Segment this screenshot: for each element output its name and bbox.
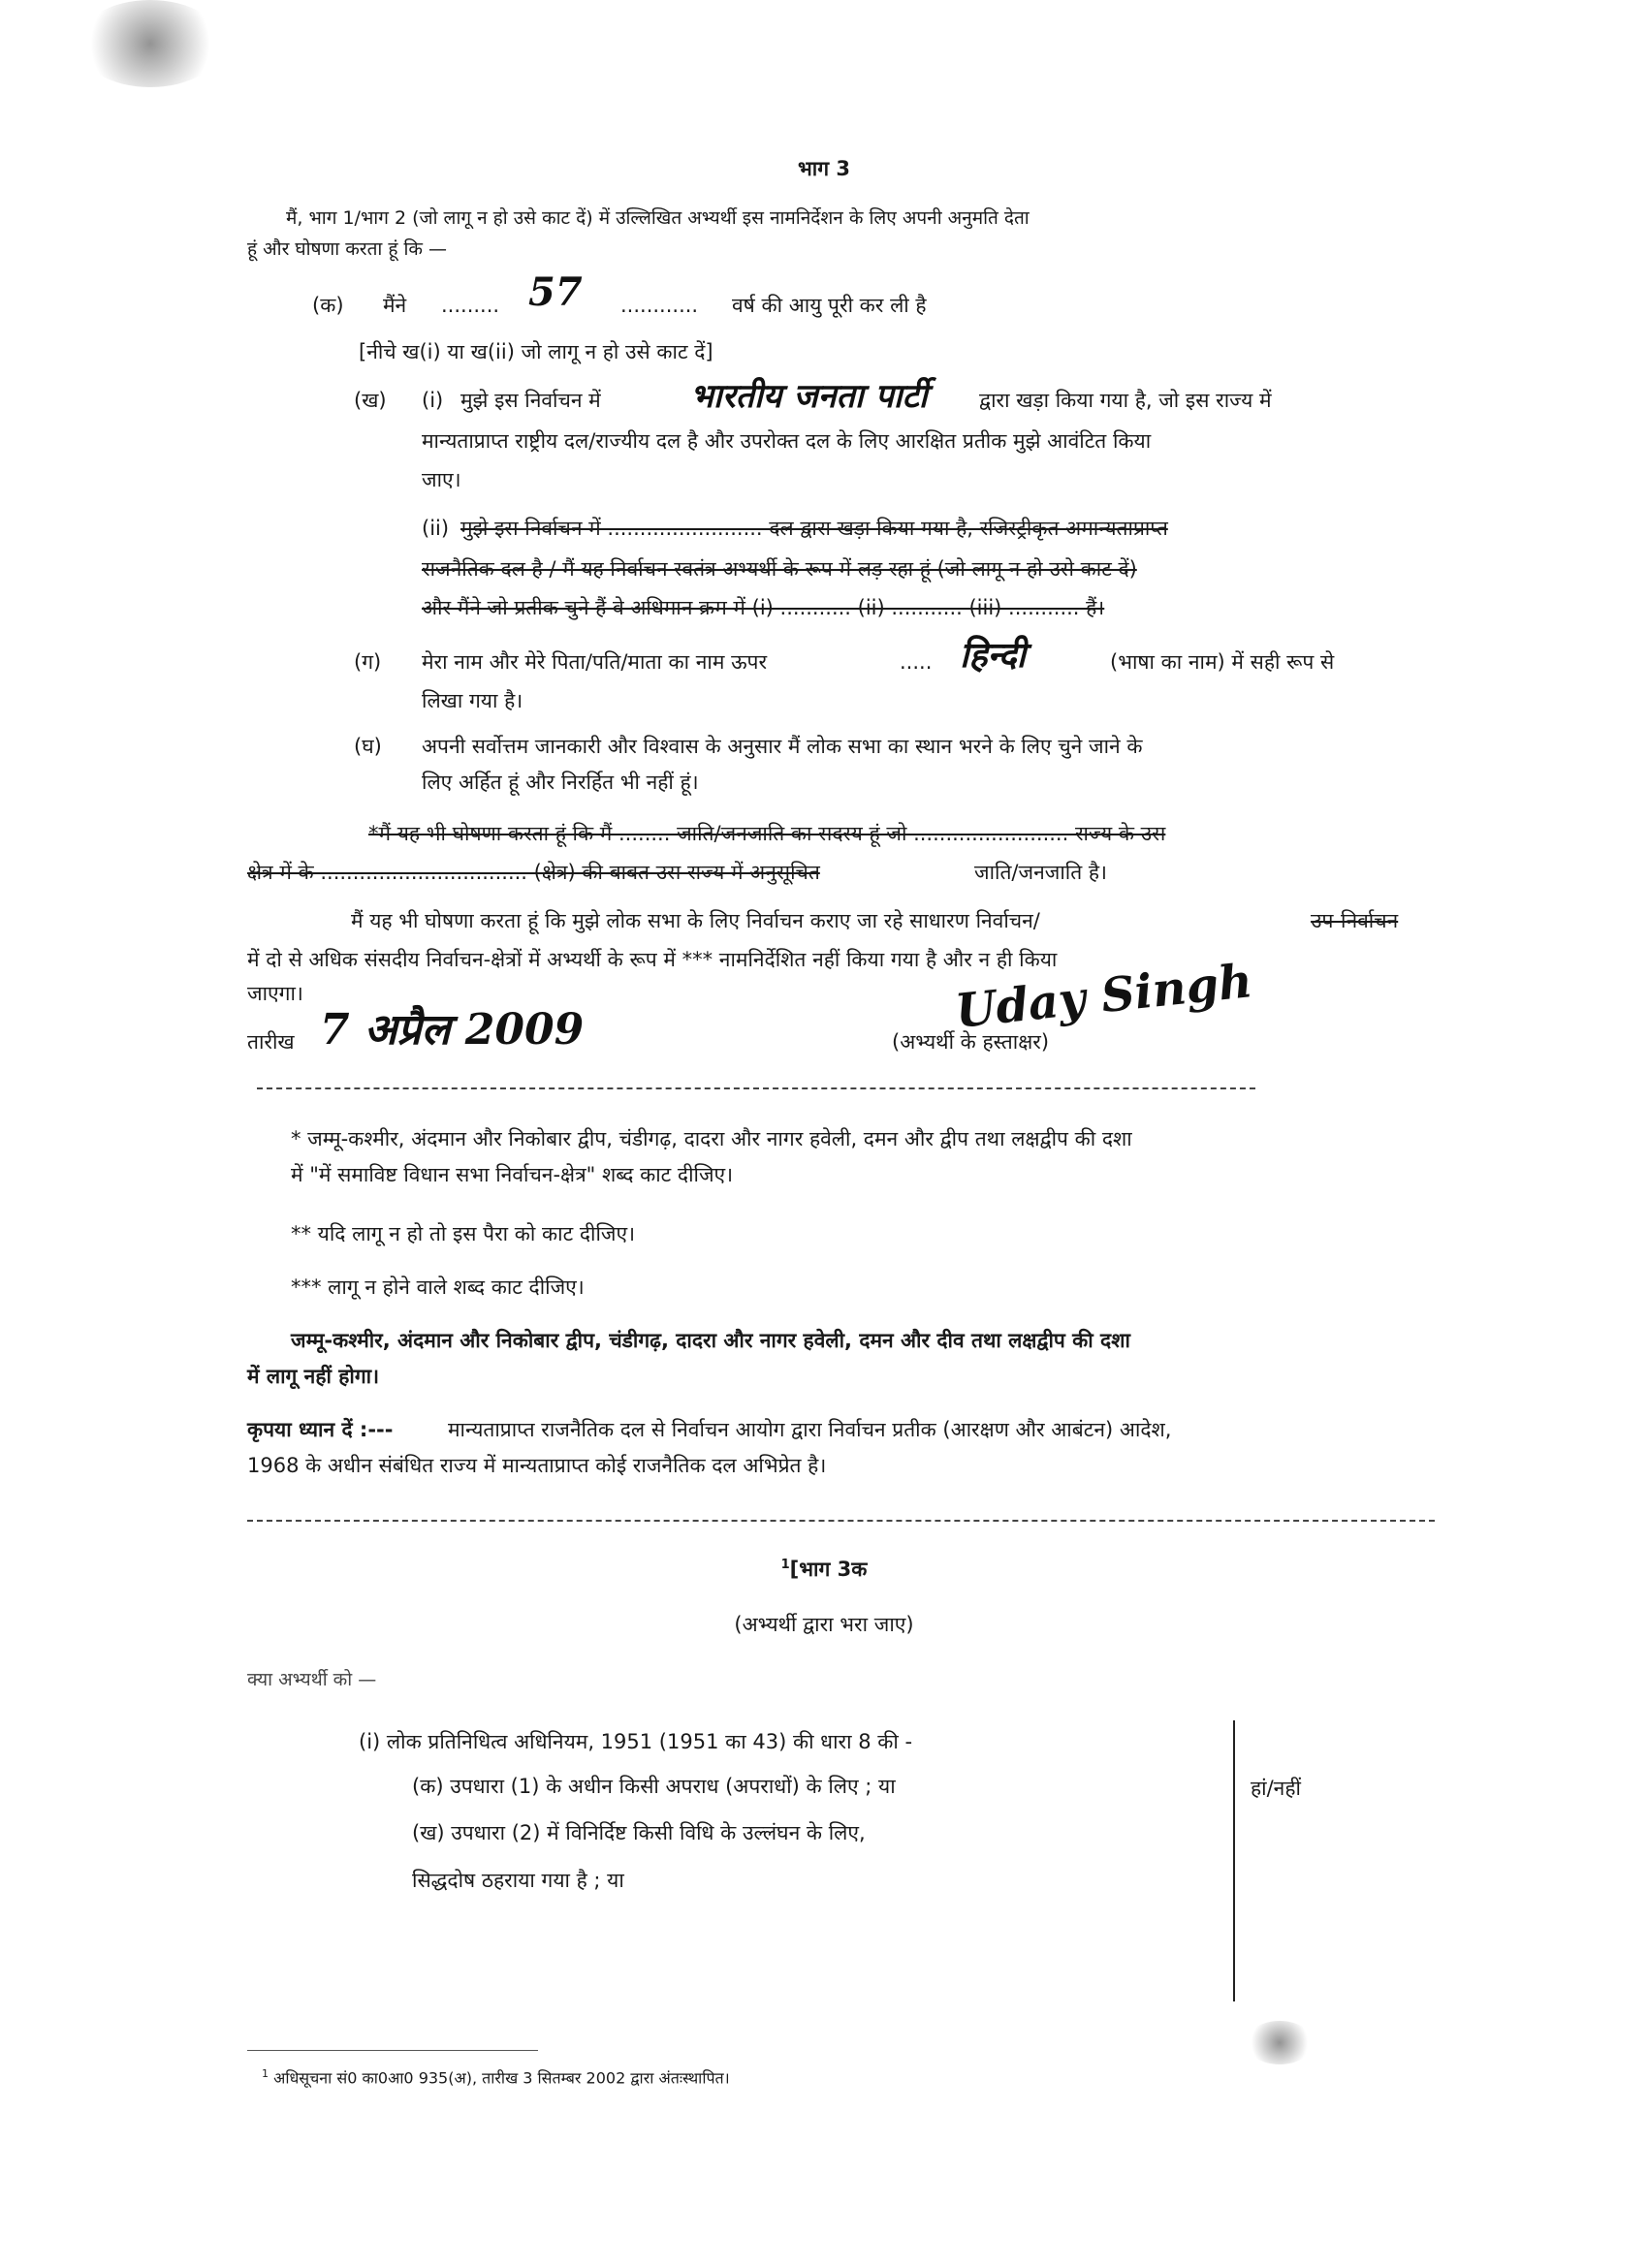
- clause-kha-i-line-2: मान्यताप्राप्त राष्ट्रीय दल/राज्यीय दल है और उपरोक्त दल के लिए आरक्षित प्रतीक मुझे आवंटित किया: [422, 429, 1152, 453]
- clause-gha-label: (घ): [354, 735, 382, 758]
- declaration-line-1b: उप-निर्वाचन: [1311, 909, 1399, 932]
- scan-smudge-stamp: [1246, 2021, 1314, 2064]
- answer-yes-no: हां/नहीं: [1251, 1777, 1301, 1800]
- clause-kha-ii-line-2: राजनैतिक दल है / मैं यह निर्वाचन स्वतंत्र अभ्यर्थी के रूप में लड़ रहा हूं (जो लागू न हो उसे काट दें): [422, 557, 1137, 581]
- declaration-line-2: में दो से अधिक संसदीय निर्वाचन-क्षेत्रों में अभ्यर्थी के रूप में *** नामनिर्देशित नहीं किया गया है और न ही किया: [247, 948, 1058, 971]
- clause-gha-line-1: अपनी सर्वोत्तम जानकारी और विश्वास के अनुसार मैं लोक सभा का स्थान भरने के लिए चुने जाने के: [422, 735, 1143, 758]
- language-handwritten: हिन्दी: [960, 635, 1027, 676]
- clause-ka-label: (क): [312, 294, 344, 317]
- footnote-rule: [247, 2050, 538, 2051]
- part3a-heading-text: [भाग 3क: [789, 1558, 868, 1581]
- clause-ga-line-1a: मेरा नाम और मेरे पिता/पति/माता का नाम ऊपर: [422, 650, 768, 674]
- clause-kha-i-line-1a: मुझे इस निर्वाचन में: [460, 389, 601, 412]
- clause-ga-line-2: लिखा गया है।: [422, 689, 523, 712]
- separator-2: [247, 1520, 1435, 1522]
- intro-line-1: मैं, भाग 1/भाग 2 (जो लागू न हो उसे काट दें) में उल्लिखित अभ्यर्थी इस नामनिर्देशन के लिए अपनी अनुमति देता: [286, 207, 1030, 229]
- clause-kha-i-line-1b: द्वारा खड़ा किया गया है, जो इस राज्य में: [979, 389, 1272, 412]
- note-4-line-1: जम्मू-कश्मीर, अंदमान और निकोबार द्वीप, चंडीगढ़, दादरा और नागर हवेली, दमन और दीव तथा लक्षद्वीप की दशा: [291, 1329, 1130, 1352]
- clause-kha-ii-label: (ii): [422, 517, 450, 540]
- date-label: तारीख: [247, 1030, 295, 1054]
- clause-kha-label: (ख): [354, 389, 387, 412]
- part3a-question: क्या अभ्यर्थी को —: [247, 1669, 377, 1690]
- caste-line-1: *मैं यह भी घोषणा करता हूं कि मैं ........ जाति/जनजाति का सदस्य हूं जो ........................ राज्य के उस: [368, 822, 1166, 845]
- note-4-line-2: में लागू नहीं होगा।: [247, 1365, 380, 1388]
- clause-ka-dots-2: ............: [620, 294, 699, 317]
- clause-kha-i-line-3: जाए।: [422, 468, 461, 491]
- clause-gha-line-2: लिए अर्हित हूं और निरर्हित भी नहीं हूं।: [422, 771, 699, 794]
- declaration-line-1a: मैं यह भी घोषणा करता हूं कि मुझे लोक सभा के लिए निर्वाचन कराए जा रहे साधारण निर्वाचन/: [351, 909, 1040, 932]
- caste-line-2a: क्षेत्र में के ................................ (क्षेत्र) की बाबत उस राज्य में अनुसूचित: [247, 861, 820, 884]
- scan-smudge-top-left: [78, 0, 223, 87]
- declaration-line-3: जाएगा।: [247, 982, 303, 1005]
- clause-ka-prefix: मैंने: [383, 294, 407, 317]
- signature-label: (अभ्यर्थी के हस्ताक्षर): [892, 1030, 1050, 1054]
- clause-ka-dots-1: .........: [441, 294, 500, 317]
- clause-ga-dots: .....: [900, 650, 933, 674]
- instruction-bracket: [नीचे ख(i) या ख(ii) जो लागू न हो उसे काट दें]: [359, 340, 713, 363]
- note-1-line-2: में "में समाविष्ट विधान सभा निर्वाचन-क्षेत्र" शब्द काट दीजिए।: [291, 1163, 734, 1186]
- note-3: *** लागू न होने वाले शब्द काट दीजिए।: [291, 1276, 585, 1299]
- answer-column-divider: [1233, 1720, 1235, 2001]
- footnote-text: अधिसूचना सं0 का0आ0 935(अ), तारीख 3 सितम्बर 2002 द्वारा अंतःस्थापित।: [273, 2068, 730, 2088]
- clause-kha-i-label: (i): [422, 389, 444, 412]
- date-handwritten: 7 अप्रैल 2009: [320, 1005, 585, 1055]
- candidate-signature: Uday Singh: [952, 954, 1255, 1039]
- attention-label: कृपया ध्यान दें :---: [247, 1418, 394, 1441]
- clause-kha-ii-line-1: मुझे इस निर्वाचन में ........................ दल द्वारा खड़ा किया गया है, रजिस्ट्रीकृत अमान्यताप्राप्त: [460, 517, 1168, 540]
- part3a-item-end: सिद्धदोष ठहराया गया है ; या: [412, 1869, 624, 1892]
- part3-heading: भाग 3: [798, 157, 850, 180]
- clause-ka-suffix: वर्ष की आयु पूरी कर ली है: [732, 294, 927, 317]
- note-1-line-1: * जम्मू-कश्मीर, अंदमान और निकोबार द्वीप, चंडीगढ़, दादरा और नागर हवेली, दमन और द्वीप तथा लक्षद्वीप की दशा: [291, 1127, 1132, 1150]
- separator-1: [257, 1087, 1255, 1089]
- footnote-marker: 1: [262, 2067, 269, 2080]
- clause-ga-label: (ग): [354, 650, 382, 674]
- note-2: ** यदि लागू न हो तो इस पैरा को काट दीजिए।: [291, 1222, 636, 1245]
- part3a-item-i: (i) लोक प्रतिनिधित्व अधिनियम, 1951 (1951 का 43) की धारा 8 की -: [359, 1730, 913, 1753]
- attention-line-1: मान्यताप्राप्त राजनैतिक दल से निर्वाचन आयोग द्वारा निर्वाचन प्रतीक (आरक्षण और आबंटन) आदेश,: [448, 1418, 1172, 1441]
- part3a-item-kha: (ख) उपधारा (2) में विनिर्दिष्ट किसी विधि के उल्लंघन के लिए,: [412, 1821, 866, 1844]
- clause-kha-ii-line-3: और मैंने जो प्रतीक चुने हैं वे अधिमान क्रम में (i) ........... (ii) ........... (iii) ........... हैं।: [422, 596, 1105, 619]
- attention-line-2: 1968 के अधीन संबंधित राज्य में मान्यताप्राप्त कोई राजनैतिक दल अभिप्रेत है।: [247, 1454, 827, 1477]
- caste-line-2b: जाति/जनजाति है।: [974, 861, 1107, 884]
- part3a-subheading: (अभ्यर्थी द्वारा भरा जाए): [734, 1613, 914, 1636]
- party-handwritten: भारतीय जनता पार्टी: [690, 377, 928, 416]
- footnote: [262, 2060, 730, 2093]
- part3a-superscript: 1: [780, 1558, 790, 1572]
- age-handwritten: 57: [528, 269, 583, 315]
- intro-line-2: हूं और घोषणा करता हूं कि —: [247, 238, 448, 260]
- clause-ga-line-1b: (भाषा का नाम) में सही रूप से: [1110, 650, 1335, 674]
- part3a-heading: [0, 1556, 1648, 1583]
- part3a-item-ka: (क) उपधारा (1) के अधीन किसी अपराध (अपराधों) के लिए ; या: [412, 1775, 896, 1798]
